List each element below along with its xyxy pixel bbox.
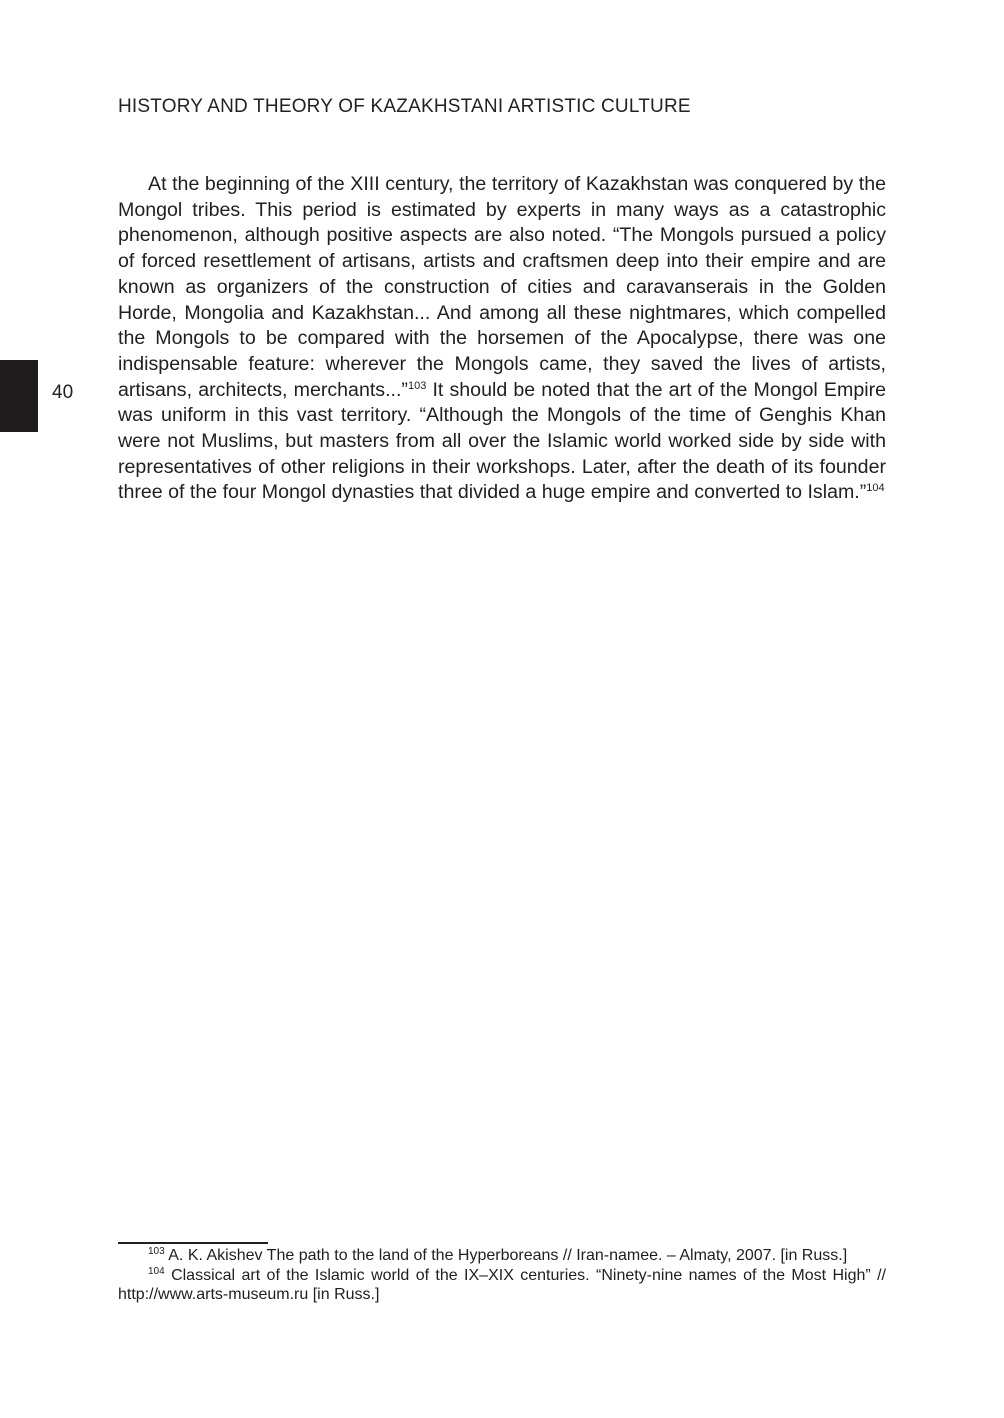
footnote-text: A. K. Akishev The path to the land of the Hyperboreans // Iran-namee. – Almaty, 2007. [in Russ.]: [164, 1247, 848, 1264]
footnote-ref-104[interactable]: 104: [866, 482, 885, 495]
paragraph-text: It should be noted that the art of the Mongol Empire was uniform in this vast territory. “Although the Mongols of the time of Genghis Khan were not Muslims, but masters from all over the Islamic world worked side by side with representatives of other religions in their workshops. Later, after the death of its founder three of the four Mongol dynasties that divided a huge empire and converted to Islam.”: [118, 378, 886, 504]
running-header: HISTORY AND THEORY OF KAZAKHSTANI ARTISTIC CULTURE: [118, 96, 691, 117]
footnote-number: 104: [148, 1265, 165, 1277]
footnote-number: 103: [148, 1246, 165, 1257]
paragraph: [118, 172, 886, 506]
main-text: [118, 172, 886, 506]
footnote-divider: [118, 1242, 268, 1244]
paragraph-text: At the beginning of the XIII century, the territory of Kazakhstan was conquered by the Mongol tribes. This period is estimated by experts in many ways as a catastrophic phenomenon, although positive aspects are also noted. “The Mongols pursued a policy of forced resettlement of artisans, artists and craftsmen deep into their empire and are known as organizers of the construction of cities and caravanserais in the Golden Horde, Mongolia and Kazakhstan... And among all these nightmares, which compelled the Mongols to be compared with the horsemen of the Apocalypse, there was one indispensable feature: wherever the Mongols came, they saved the lives of artists, artisans, architects, merchants...”: [118, 173, 886, 401]
footnote-ref-103[interactable]: 103: [407, 379, 427, 392]
footnote-103: [118, 1246, 886, 1266]
footnotes: [118, 1246, 886, 1305]
footnote-text: Classical art of the Islamic world of the IX–XIX centuries. “Ninety-nine names of the Most High” // http://www.arts-museum.ru [in Russ.]: [118, 1266, 886, 1303]
page-number: 40: [52, 382, 74, 403]
footnote-104: [118, 1266, 886, 1305]
chapter-side-tab: [0, 360, 38, 432]
